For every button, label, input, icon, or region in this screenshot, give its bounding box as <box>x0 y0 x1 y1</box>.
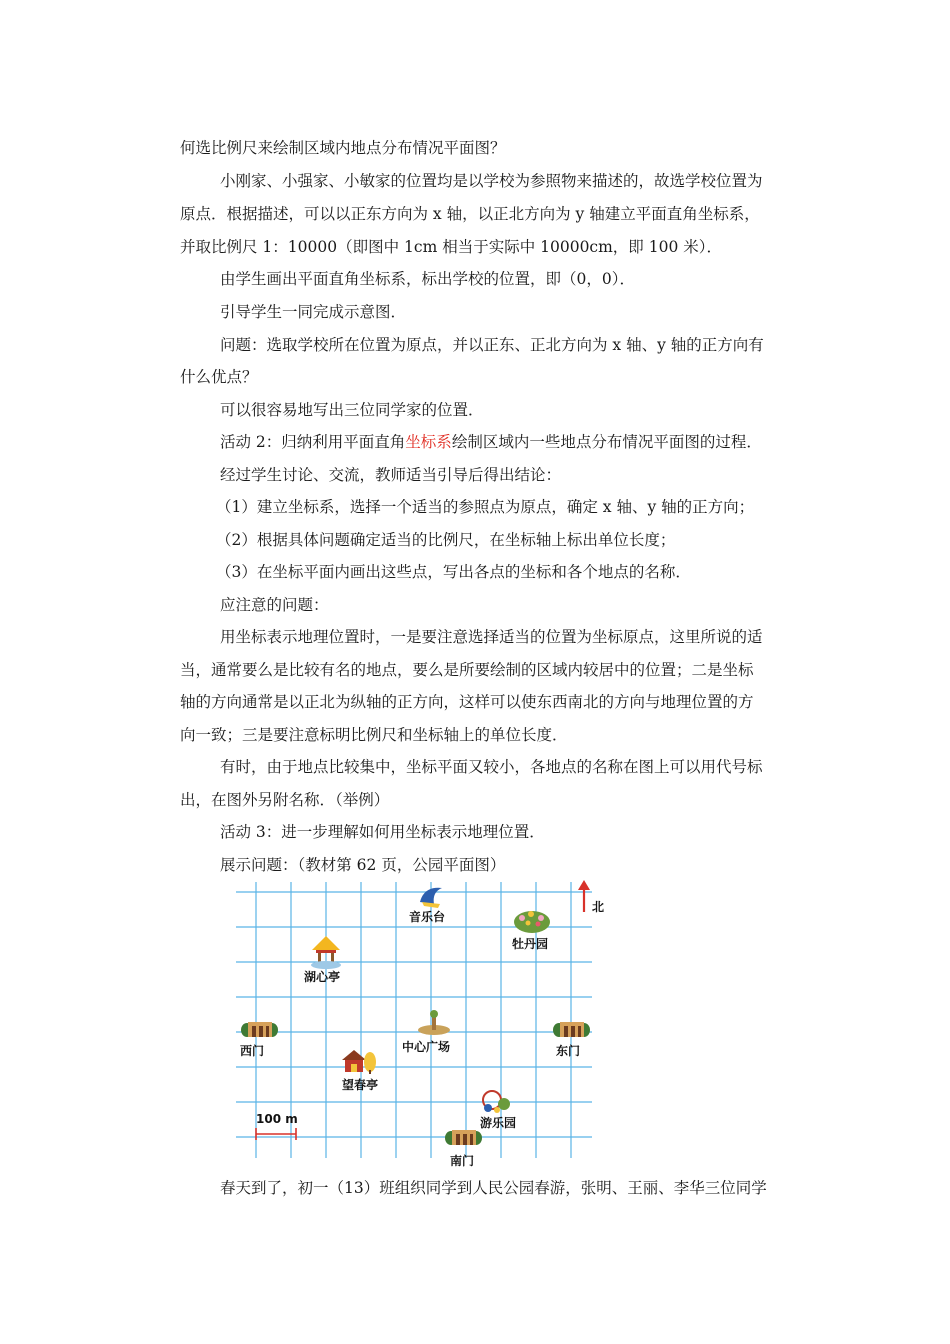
park-map-figure <box>234 878 605 1168</box>
place-label-spring-pavilion: 望春亭 <box>342 1078 379 1092</box>
north-label: 北 <box>592 900 605 914</box>
place-label-east-gate: 东门 <box>556 1044 581 1058</box>
text-line: 当，通常要么是比较有名的地点，要么是所要绘制的区域内较居中的位置；二是坐标 <box>180 661 754 679</box>
text-line: 何选比例尺来绘制区域内地点分布情况平面图？ <box>180 139 506 157</box>
text-line: 向一致；三是要注意标明比例尺和坐标轴上的单位长度． <box>180 726 568 744</box>
activity-2-line <box>220 432 762 452</box>
south-gate-icon <box>445 1130 482 1145</box>
text-line: 原点．根据描述，可以以正东方向为 x 轴，以正北方向为 y 轴建立平面直角坐标系， <box>180 205 760 223</box>
place-label-music-stage: 音乐台 <box>409 910 446 924</box>
place-label-amusement-park: 游乐园 <box>480 1116 517 1130</box>
text-line: 应注意的问题： <box>220 596 329 614</box>
list-item: （2）根据具体问题确定适当的比例尺，在坐标轴上标出单位长度； <box>216 531 676 549</box>
west-gate-icon <box>241 1022 278 1037</box>
east-gate-icon <box>553 1022 590 1037</box>
peony-garden-icon <box>514 911 550 933</box>
text-line: 由学生画出平面直角坐标系，标出学校的位置，即（0，0）． <box>220 270 635 288</box>
lake-pavilion-icon <box>311 936 341 969</box>
text-line: 出，在图外另附名称．（举例） <box>180 791 390 809</box>
place-label-central-square: 中心广场 <box>402 1040 451 1054</box>
scale-bar <box>256 1128 296 1140</box>
text-line: 可以很容易地写出三位同学家的位置． <box>220 401 484 419</box>
place-label-peony-garden: 牡丹园 <box>512 937 549 951</box>
scale-label: 100 m <box>256 1112 298 1126</box>
text-line: 有时，由于地点比较集中，坐标平面又较小，各地点的名称在图上可以用代号标 <box>220 758 763 776</box>
list-item: （3）在坐标平面内画出这些点，写出各点的坐标和各个地点的名称． <box>216 563 691 581</box>
text-line: 春天到了，初一（13）班组织同学到人民公园春游，张明、王丽、李华三位同学 <box>220 1179 767 1197</box>
text-line: 经过学生讨论、交流，教师适当引导后得出结论： <box>220 466 562 484</box>
place-label-south-gate: 南门 <box>450 1154 475 1168</box>
text-line: 轴的方向通常是以正北为纵轴的正方向，这样可以使东西南北的方向与地理位置的方 <box>180 693 754 711</box>
text-line: 引导学生一同完成示意图． <box>220 303 407 321</box>
text-line: 什么优点？ <box>180 368 258 386</box>
place-label-west-gate: 西门 <box>240 1044 265 1058</box>
text-line: 并取比例尺 1：10000（即图中 1cm 相当于实际中 10000cm，即 100 米）． <box>180 238 722 256</box>
spring-pavilion-icon <box>342 1050 376 1074</box>
activity-2-text-after: 绘制区域内一些地点分布情况平面图的过程． <box>451 433 762 451</box>
text-line: 展示问题：（教材第 62 页，公园平面图） <box>220 856 506 874</box>
activity-2-text-before: 活动 2：归纳利用平面直角 <box>220 433 406 451</box>
text-line: 活动 3：进一步理解如何用坐标表示地理位置． <box>220 823 545 841</box>
list-item: （1）建立坐标系，选择一个适当的参照点为原点，确定 x 轴、y 轴的正方向； <box>216 498 755 516</box>
music-stage-icon <box>420 888 442 908</box>
text-line: 小刚家、小强家、小敏家的位置均是以学校为参照物来描述的，故选学校位置为 <box>220 172 763 190</box>
central-square-icon <box>418 1010 450 1035</box>
text-line: 用坐标表示地理位置时，一是要注意选择适当的位置为坐标原点，这里所说的适 <box>220 628 763 646</box>
place-label-lake-pavilion: 湖心亭 <box>304 970 341 984</box>
coordinate-system-link[interactable]: 坐标系 <box>405 433 452 451</box>
north-arrow-icon <box>578 880 590 912</box>
text-line: 问题：选取学校所在位置为原点，并以正东、正北方向为 x 轴、y 轴的正方向有 <box>220 336 764 354</box>
